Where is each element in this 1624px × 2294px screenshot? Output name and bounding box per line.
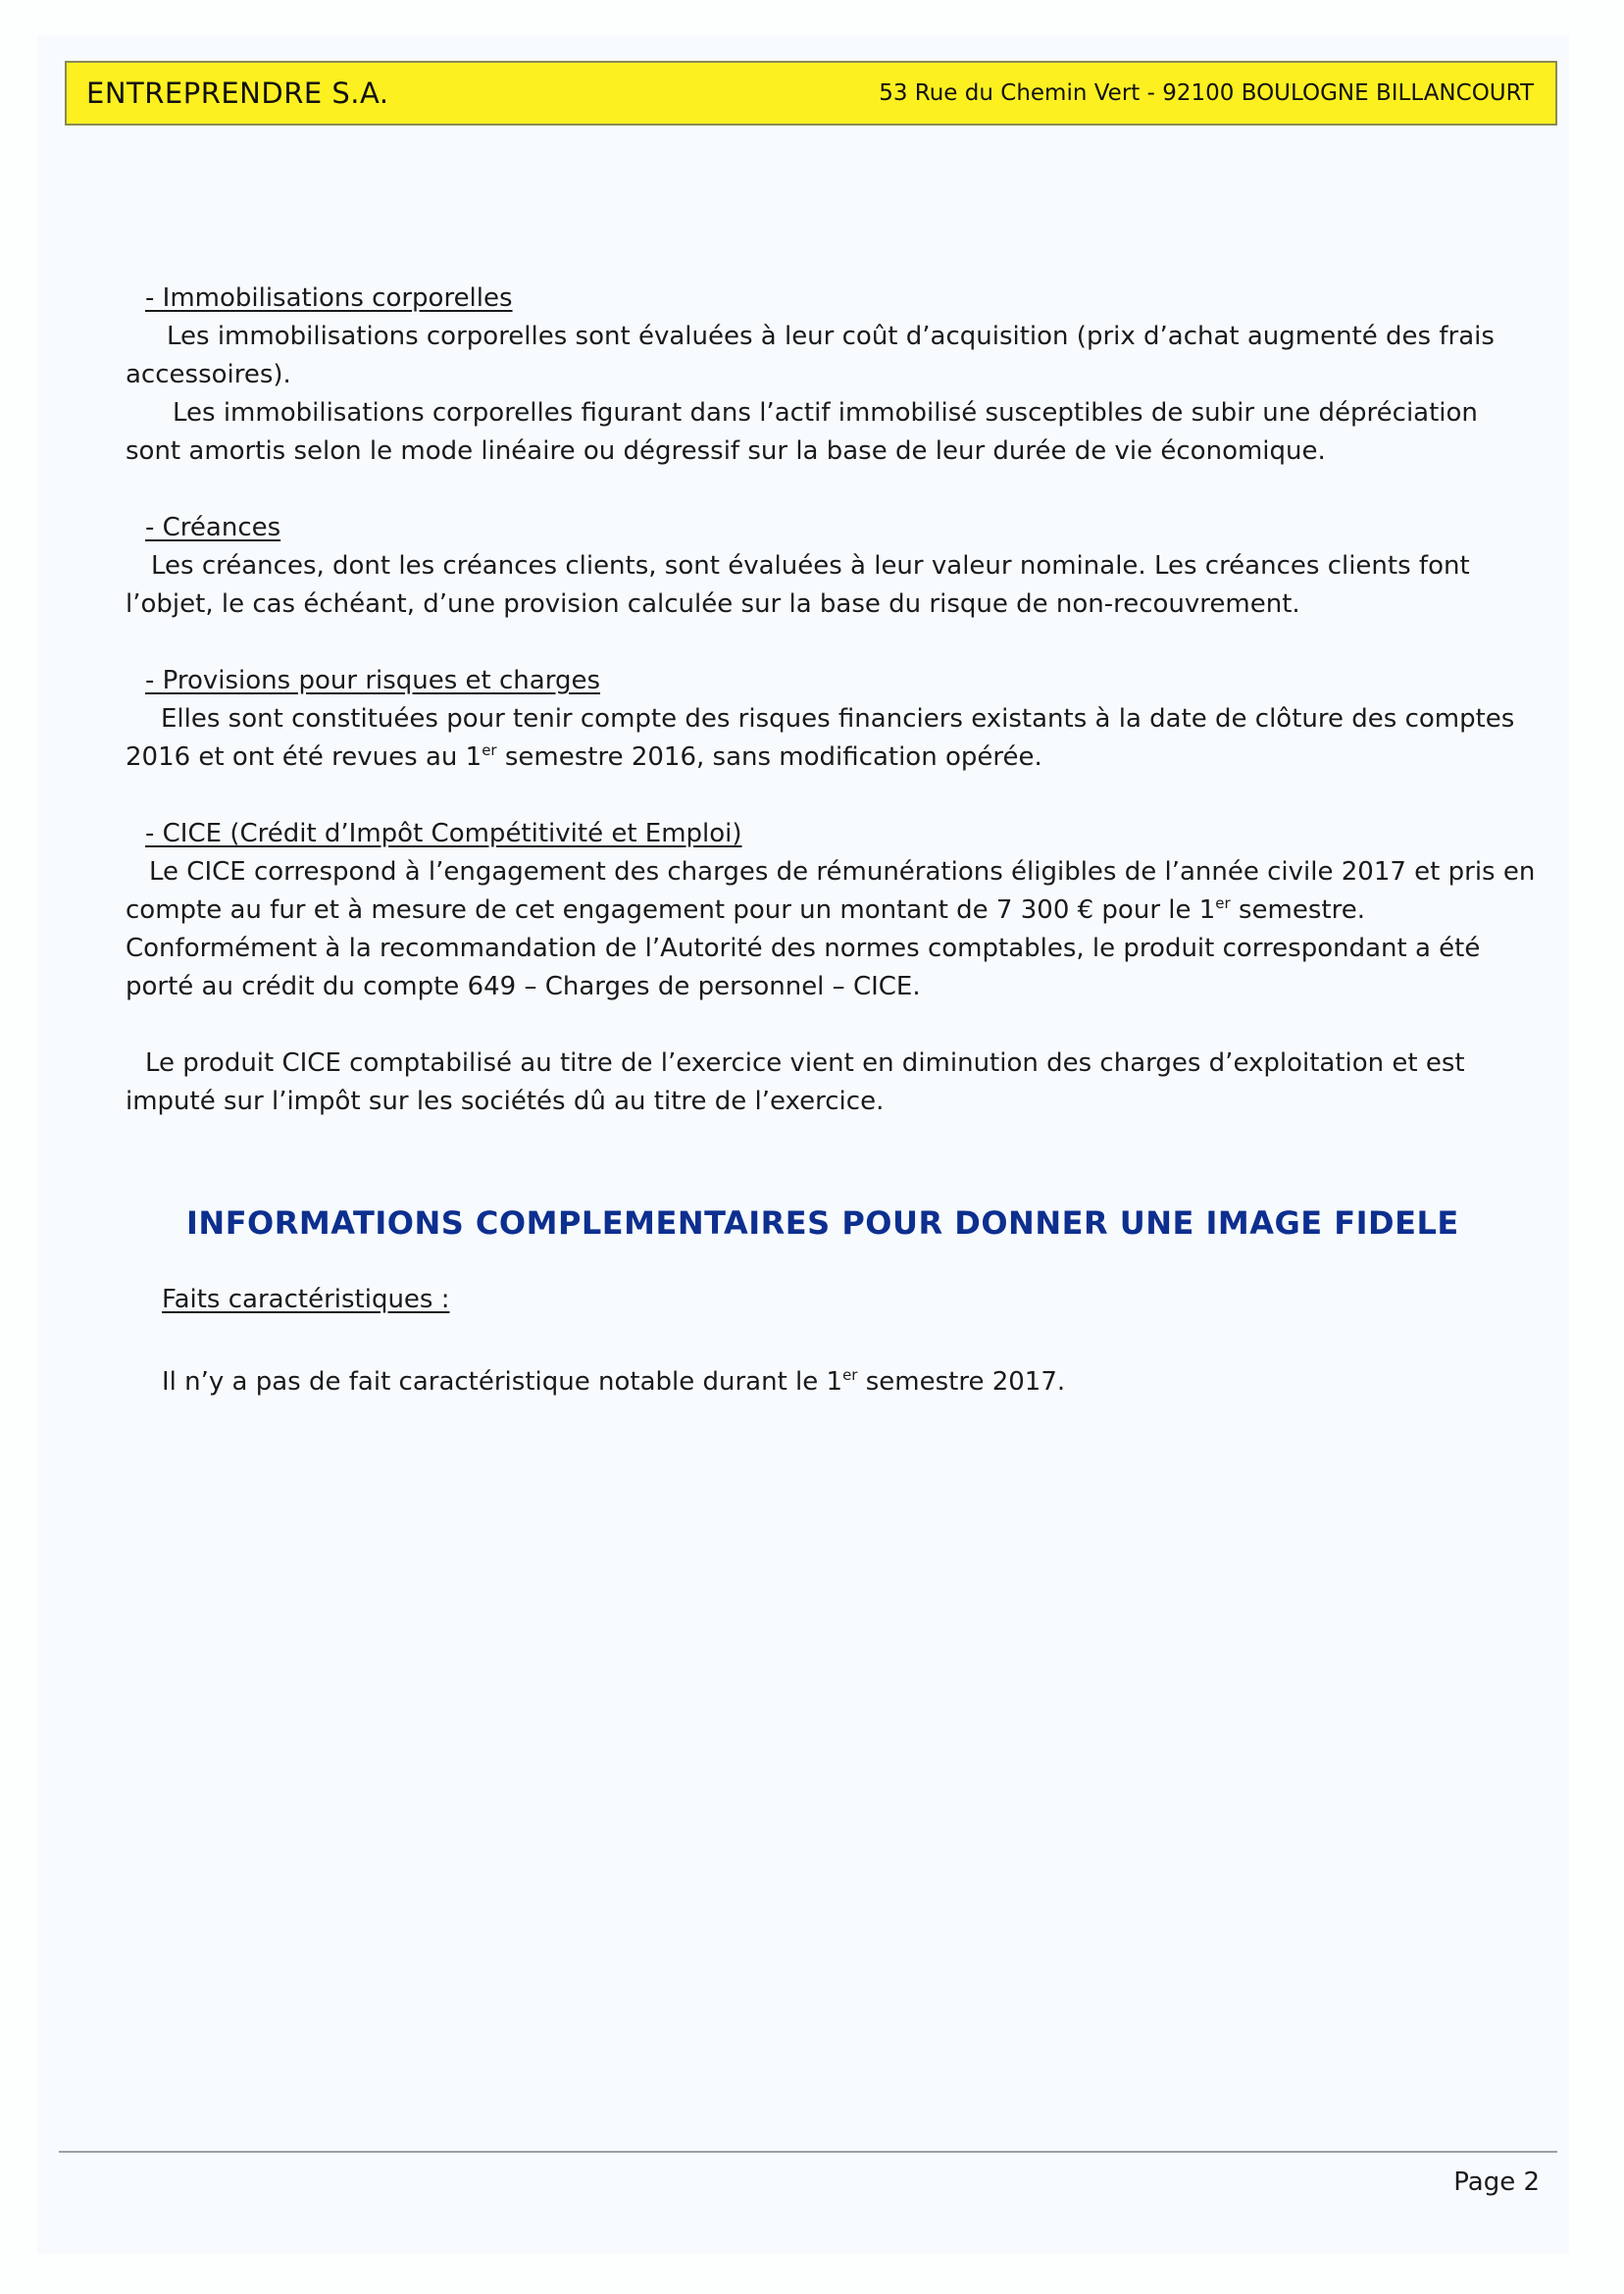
superscript: er bbox=[482, 741, 497, 759]
section-immobilisations bbox=[126, 280, 1538, 471]
superscript: er bbox=[842, 1366, 858, 1384]
section-heading: - Provisions pour risques et charges bbox=[145, 666, 601, 695]
section-heading: - Immobilisations corporelles bbox=[145, 283, 513, 313]
paragraph bbox=[126, 853, 1538, 1006]
paragraph-text: semestre. Conformément à la recommandation de l’Autorité des normes comptables, le produit correspondant a été porté au crédit du compte 649 – Charges de personnel – CICE. bbox=[126, 895, 1481, 1001]
header-banner bbox=[65, 61, 1557, 126]
paragraph: Le produit CICE comptabilisé au titre de l’exercice vient en diminution des charges d’exploitation et est imputé sur l’impôt sur les sociétés dû au titre de l’exercice. bbox=[126, 1048, 1465, 1116]
paragraph-text: semestre 2016, sans modification opérée. bbox=[496, 742, 1042, 772]
section-heading: - Créances bbox=[145, 513, 281, 542]
paragraph-text: semestre 2017. bbox=[857, 1367, 1066, 1397]
section-provisions bbox=[126, 662, 1538, 777]
company-name: ENTREPRENDRE S.A. bbox=[86, 76, 389, 110]
superscript: er bbox=[1215, 894, 1231, 912]
section-heading: - CICE (Crédit d’Impôt Compétitivité et Emploi) bbox=[145, 819, 742, 848]
paragraph: Les immobilisations corporelles figurant dans l’actif immobilisé susceptibles de subir une dépréciation sont amortis selon le mode linéaire ou dégressif sur la base de leur durée de vie économique. bbox=[126, 398, 1478, 466]
section-creances bbox=[126, 509, 1538, 624]
info-title: INFORMATIONS COMPLEMENTAIRES POUR DONNER UNE IMAGE FIDELE bbox=[186, 1204, 1459, 1242]
paragraph: Les créances, dont les créances clients, sont évaluées à leur valeur nominale. Les créances clients font l’objet, le cas échéant, d’une provision calculée sur la base du risque de non-recouvrement. bbox=[126, 551, 1470, 619]
paragraph-text: Le CICE correspond à l’engagement des charges de rémunérations éligibles de l’année civile 2017 et pris en compte au fur et à mesure de cet engagement pour un montant de 7 300 € pour le 1 bbox=[126, 857, 1536, 925]
page-number: Page 2 bbox=[1453, 2167, 1540, 2197]
accounting-policies bbox=[126, 280, 1538, 1159]
footer-divider bbox=[59, 2151, 1557, 2153]
company-address: 53 Rue du Chemin Vert - 92100 BOULOGNE BILLANCOURT bbox=[879, 80, 1534, 106]
paragraph: Les immobilisations corporelles sont évaluées à leur coût d’acquisition (prix d’achat augmenté des frais accessoires). bbox=[126, 322, 1495, 389]
paragraph-text: Il n’y a pas de fait caractéristique notable durant le 1 bbox=[162, 1367, 843, 1397]
paragraph-text: Elles sont constituées pour tenir compte des risques financiers existants à la date de clôture des comptes 2016 et ont été revues au 1 bbox=[126, 704, 1515, 772]
paragraph bbox=[126, 700, 1538, 777]
facts-heading: Faits caractéristiques : bbox=[162, 1285, 450, 1314]
facts-text bbox=[162, 1367, 1065, 1397]
section-cice bbox=[126, 815, 1538, 1121]
